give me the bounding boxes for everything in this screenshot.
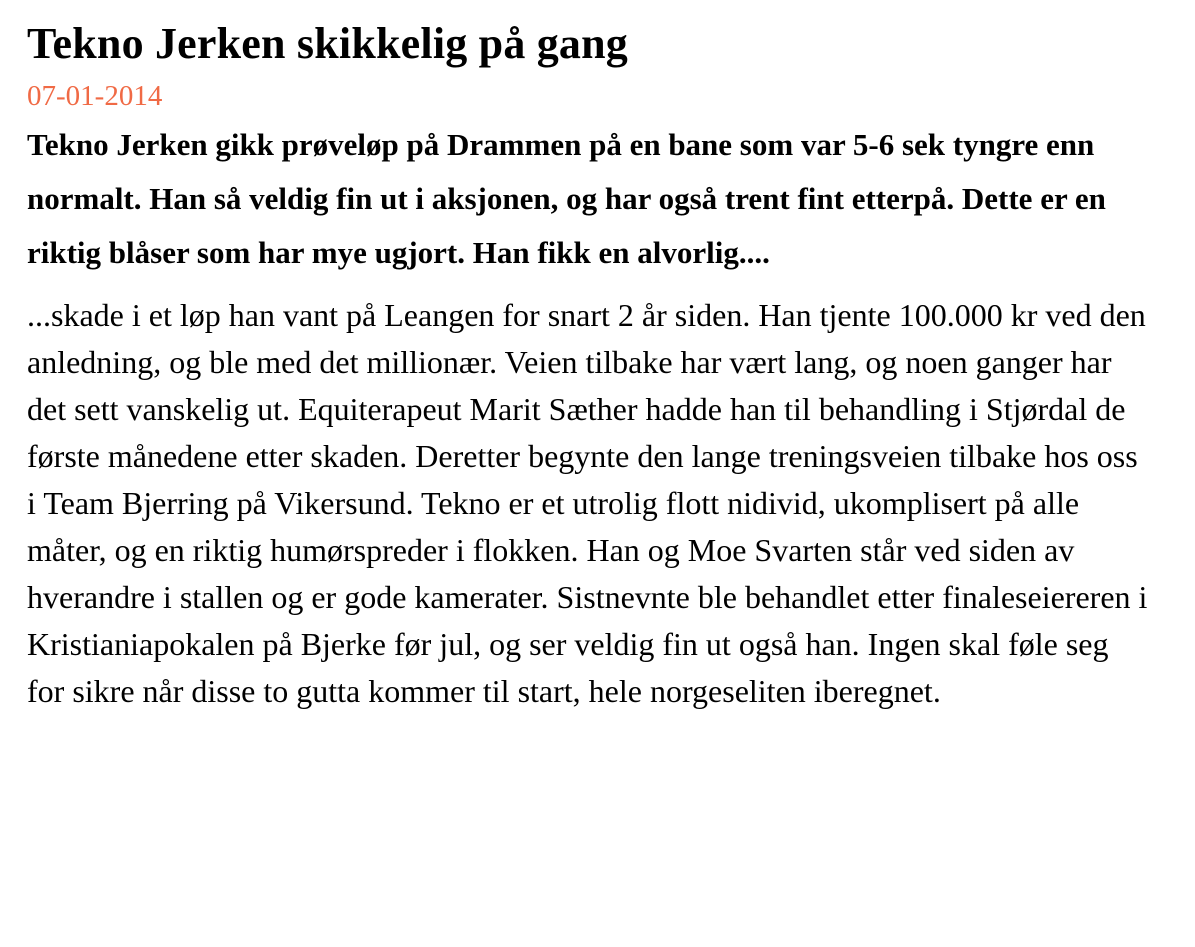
article-title: Tekno Jerken skikkelig på gang: [27, 19, 628, 68]
article-body: ...skade i et løp han vant på Leangen for snart 2 år siden. Han tjente 100.000 kr ved den anledning, og ble med det millionær. Veien tilbake har vært lang, og noen ganger har det sett vanskelig ut. Equiterapeut Marit Sæther hadde han til behandling i Stjørdal de første månedene etter skaden. Deretter begynte den lange treningsveien tilbake hos oss i Team Bjerring på Vikersund. Tekno er et utrolig flott nidivid, ukomplisert på alle måter, og en riktig humørspreder i flokken. Han og Moe Svarten står ved siden av hverandre i stallen og er gode kamerater. Sistnevnte ble behandlet etter finaleseiereren i Kristianiapokalen på Bjerke før jul, og ser veldig fin ut også han. Ingen skal føle seg for sikre når disse to gutta kommer til start, hele norgeseliten iberegnet.: [27, 297, 1148, 709]
article-lead: Tekno Jerken gikk prøveløp på Drammen på en bane som var 5-6 sek tyngre enn normalt. Han så veldig fin ut i aksjonen, og har også trent fint etterpå. Dette er en riktig blåser som har mye ugjort. Han fikk en alvorlig....: [27, 127, 1106, 270]
article-date: 07-01-2014: [27, 80, 163, 112]
